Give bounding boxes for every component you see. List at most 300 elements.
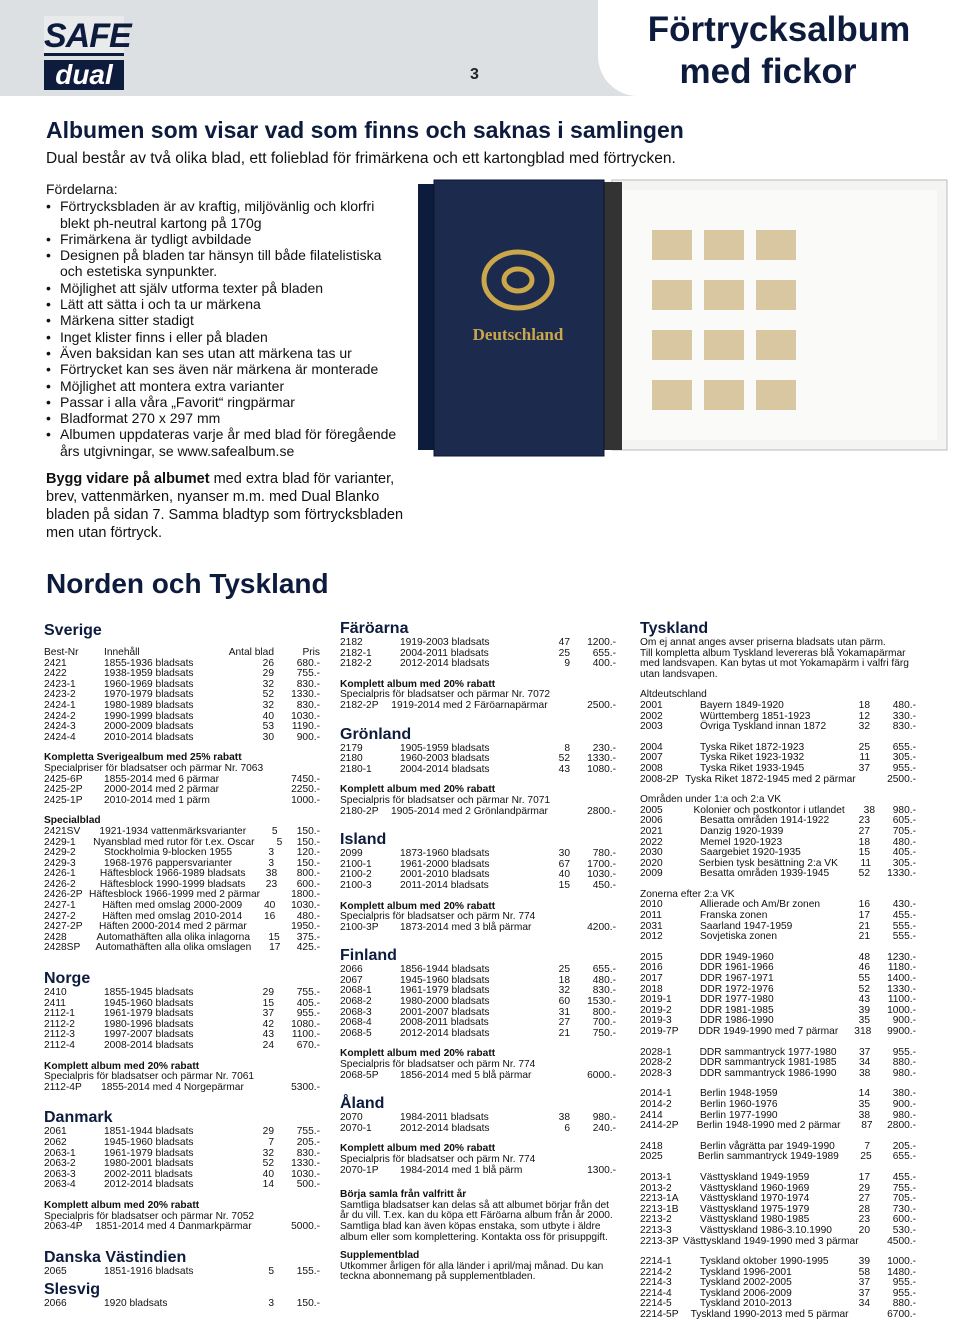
row-code: 2424-4 (44, 731, 76, 743)
row-sheets: 29 (262, 1126, 274, 1138)
row-code: 2429-2 (44, 847, 76, 859)
page-title-line2: med fickor (679, 52, 857, 91)
row-code: 2001 (640, 699, 663, 711)
note-text: Zonerna efter 2:a VK (640, 888, 735, 900)
row-code: 2018 (640, 983, 663, 995)
row-price: 330.- (892, 710, 916, 722)
row-sheets: 11 (860, 857, 872, 869)
row-content: Saarland 1947-1959 (700, 920, 793, 932)
header-content: Innehåll (104, 647, 140, 658)
row-price: 800.- (296, 868, 320, 880)
build-note (46, 470, 406, 542)
row-price: 655.- (892, 1151, 916, 1163)
row-sheets (849, 1310, 878, 1321)
row-sheets: 32 (262, 699, 274, 711)
row-price: 555.- (892, 931, 916, 943)
row-content: Tyska Riket 1933-1945 (700, 762, 805, 774)
row-content: Häftesblock 1966-1999 med 2 pärmar (88, 889, 261, 901)
row-price: 230.- (592, 742, 616, 754)
price-row (44, 1222, 320, 1233)
row-sheets: 3 (268, 847, 274, 859)
row-content: 2004-2014 bladsats (400, 763, 490, 775)
row-code: 2414 (640, 1109, 663, 1121)
note-text: Specialpris för bladsatser och pärmar Nr. 7052 (44, 1210, 255, 1222)
row-code: 2022 (640, 836, 663, 848)
row-content: Berlin sammantryck 1949-1989 (697, 1151, 839, 1163)
sub-heading: Komplett album med 20% rabatt (340, 678, 496, 690)
row-price: 205.- (296, 1136, 320, 1148)
row-content: 1856-2014 med 5 blå pärmar (400, 1069, 532, 1081)
row-code: 2179 (340, 742, 363, 754)
row-price: 705.- (892, 825, 916, 837)
row-code: 2411 (44, 997, 66, 1009)
row-sheets: 5 (276, 836, 283, 848)
row-content: 1980-2001 bladsats (104, 1158, 194, 1170)
row-sheets: 17 (269, 942, 281, 954)
row-price: 1330.- (291, 1158, 320, 1170)
row-code: 2213-1B (640, 1203, 679, 1215)
row-content: 1960-2003 bladsats (400, 753, 490, 765)
row-code: 2019-3 (640, 1015, 672, 1027)
row-content: Tyska Riket 1872-1923 (700, 741, 805, 753)
row-content: 1970-1979 bladsats (104, 689, 194, 701)
feature-item: • Möjlighet att själv utforma texter på bladen (46, 280, 406, 296)
section-heading: Tyskland (640, 620, 709, 637)
row-content: 1920 bladsats (104, 1298, 168, 1310)
row-code: 2423-1 (44, 678, 76, 690)
row-price: 755.- (296, 1126, 320, 1138)
row-code: 2421 (44, 657, 67, 669)
feature-item: • Inget klister finns i eller på bladen (46, 329, 406, 345)
price-row (640, 1310, 916, 1321)
row-code: 2100-1 (340, 858, 372, 870)
row-sheets: 35 (858, 1015, 870, 1027)
row-price: 1950.- (291, 921, 320, 933)
row-price: 830.- (892, 721, 916, 733)
row-sheets: 37 (858, 1277, 870, 1289)
row-sheets: 40 (262, 710, 274, 722)
row-code: 2112-1 (44, 1008, 75, 1020)
row-code: 2424-3 (44, 721, 76, 733)
sub-heading: Komplett album med 20% rabatt (340, 1048, 496, 1060)
row-sheets: 34 (859, 1057, 871, 1069)
row-sheets (536, 923, 570, 934)
row-content: Tyskland 1990-2013 med 5 pärmar (690, 1309, 849, 1321)
row-sheets: 55 (858, 973, 870, 985)
row-sheets: 52 (262, 689, 274, 701)
price-row (340, 659, 616, 670)
row-sheets: 17 (858, 1171, 870, 1183)
row-sheets (240, 775, 274, 786)
title-box (598, 0, 960, 96)
row-sheets (856, 775, 882, 786)
row-sheets: 7 (864, 1140, 870, 1152)
feature-item: • Bladformat 270 x 297 mm (46, 410, 406, 426)
row-code: 2002 (640, 710, 663, 722)
row-sheets: 37 (262, 1008, 274, 1020)
row-content: 1938-1959 bladsats (104, 668, 194, 680)
sub-heading: Kompletta Sverigealbum med 25% rabatt (44, 752, 242, 764)
row-code: 2100-3 (340, 879, 372, 891)
row-sheets: 21 (858, 920, 870, 932)
row-price: 1080.- (587, 763, 616, 775)
row-content: Västtyskland 1949-1990 med 3 pärmar (683, 1235, 859, 1247)
row-sheets: 39 (858, 1256, 870, 1268)
row-content: Tyskland 1996-2001 (700, 1266, 792, 1278)
row-code: 2427-2P (44, 921, 83, 933)
price-row (340, 701, 616, 712)
row-sheets (548, 807, 577, 818)
row-code: 2213-1A (640, 1193, 679, 1205)
sub-heading: Komplett album med 20% rabatt (340, 900, 496, 912)
row-code: 2004 (640, 741, 663, 753)
row-content: 1905-2014 med 2 Grönlandpärmar (391, 805, 548, 817)
row-price: 605.- (892, 815, 916, 827)
row-content: Saargebiet 1920-1935 (700, 847, 801, 859)
row-content: 1968-1976 pappersvarianter (104, 857, 233, 869)
row-content: DDR 1986-1990 (700, 1015, 774, 1027)
row-code: 2070-1P (340, 1164, 379, 1176)
row-code: 2068-3 (340, 1006, 372, 1018)
row-content: 1960-1969 bladsats (104, 678, 194, 690)
row-content: 1984-2011 bladsats (400, 1112, 489, 1124)
note-text: Samtliga bladsatser kan delas så att albumet börjar från det år du vill. T.ex. kan du köpa ett Färöarna album från år 2000. Samtliga blad kan även köpas enstaka, som utbyte i äldre album eller som komplettering. Kontakta oss för prisuppgift. (340, 1199, 613, 1243)
row-content: Automathäften alla olika inlagorna (96, 931, 250, 943)
row-code: 2067 (340, 974, 363, 986)
row-code: 2005 (640, 804, 663, 816)
row-code: 2068-5P (340, 1069, 379, 1081)
spacer (340, 892, 616, 902)
row-content: 1873-2014 med 3 blå pärmar (400, 921, 532, 933)
note-text: Specialpriser för bladsatser och pärmar Nr. 7063 (44, 762, 264, 774)
row-price: 480.- (892, 699, 916, 711)
row-price: 1330.- (887, 868, 916, 880)
row-content: Tyska Riket 1923-1932 (700, 752, 805, 764)
row-code: 2424-2 (44, 710, 76, 722)
row-code: 2015 (640, 951, 663, 963)
row-sheets: 14 (858, 1088, 870, 1100)
sub-heading: Komplett album med 20% rabatt (340, 1143, 496, 1155)
price-row (44, 1138, 320, 1149)
row-code: 2099 (340, 848, 363, 860)
row-content: Allierade och Am/Br zonen (700, 899, 821, 911)
header-code: Best-Nr (44, 647, 79, 658)
feature-item: • Märkena sitter stadigt (46, 312, 406, 328)
row-content: 1945-1960 bladsats (400, 974, 490, 986)
price-row (640, 932, 916, 943)
row-code: 2214-2 (640, 1266, 672, 1278)
price-row (640, 1226, 916, 1237)
features-block (46, 181, 406, 459)
page-title-line1: Förtrycksalbum (647, 10, 911, 49)
row-code: 2423-2 (44, 689, 76, 701)
row-content: Berlin 1977-1990 (700, 1109, 778, 1121)
price-row (340, 765, 616, 776)
row-price: 730.- (892, 1203, 916, 1215)
row-code: 2428 (44, 931, 67, 943)
row-code: 2428SP (44, 942, 81, 954)
row-sheets: 12 (858, 710, 870, 722)
row-content: Tyska Riket 1872-1945 med 2 pärmar (685, 773, 856, 785)
spacer (640, 943, 916, 953)
build-note-bold: Bygg vidare på albumet (46, 471, 210, 487)
row-content: 1980-1989 bladsats (104, 699, 194, 711)
row-content: DDR 1967-1971 (700, 973, 774, 985)
price-row (640, 963, 916, 974)
row-price: 755.- (296, 987, 320, 999)
row-price: 305.- (892, 857, 916, 869)
row-sheets: 27 (858, 825, 870, 837)
row-content: Berlin vågrätta par 1949-1990 (700, 1140, 835, 1152)
row-price: 880.- (892, 1057, 916, 1069)
row-price: 455.- (892, 1171, 916, 1183)
row-price: 670.- (296, 1040, 320, 1051)
row-code: 2421SV (44, 825, 81, 837)
row-content: Häften med omslag 2000-2009 (102, 900, 243, 912)
row-code: 2016 (640, 962, 663, 974)
row-content: 1945-1960 bladsats (104, 997, 194, 1009)
row-sheets: 43 (558, 763, 570, 775)
price-row (640, 900, 916, 911)
row-price: 400.- (592, 658, 616, 670)
row-price: 1030.- (291, 1168, 320, 1180)
note-text: Specialpris för bladsatser och pärmar Nr. 7061 (44, 1071, 255, 1083)
row-content: 1919-2014 med 2 Färöarnapärmar (391, 699, 548, 711)
row-content: DDR 1977-1980 (700, 994, 774, 1006)
note-text: Om ej annat anges avser priserna bladsats utan pärm. (640, 637, 886, 648)
row-code: 2019-2 (640, 1004, 672, 1016)
price-row (640, 701, 916, 712)
row-code: 2007 (640, 752, 663, 764)
row-price: 150.- (296, 825, 320, 837)
row-sheets: 87 (861, 1120, 873, 1132)
row-sheets: 32 (558, 985, 570, 997)
row-sheets: 24 (262, 1040, 274, 1051)
row-sheets: 38 (265, 868, 278, 880)
row-code: 2008 (640, 762, 663, 774)
price-row (340, 1124, 616, 1135)
row-content: Häften 2000-2014 med 2 pärmar (98, 921, 247, 933)
row-sheets (859, 1237, 883, 1248)
row-price: 1330.- (291, 689, 320, 701)
row-content: DDR 1972-1976 (700, 983, 774, 995)
row-code: 2020 (640, 857, 663, 869)
price-row (340, 1029, 616, 1040)
row-content: DDR 1981-1985 (700, 1004, 774, 1016)
row-price: 4200.- (587, 921, 616, 933)
row-price: 150.- (296, 857, 320, 869)
row-code: 2068-1 (340, 985, 372, 997)
row-sheets: 48 (858, 951, 870, 963)
row-code: 2424-1 (44, 699, 76, 711)
row-code: 2425-6P (44, 773, 83, 785)
price-row (340, 638, 616, 649)
main-heading: Albumen som visar vad som finns och saknas i samlingen (46, 117, 684, 143)
price-row (44, 701, 320, 712)
row-content: Württemberg 1851-1923 (700, 710, 811, 722)
row-code: 2180-2P (340, 805, 379, 817)
price-row (640, 953, 916, 964)
table-header (44, 648, 320, 659)
row-content: 1905-1959 bladsats (400, 742, 490, 754)
row-price: 1000.- (887, 1004, 916, 1016)
note-text: Områden under 1:a och 2:a VK (640, 794, 782, 806)
row-price: 955.- (892, 762, 916, 774)
row-code: 2010 (640, 899, 663, 911)
row-price: 750.- (592, 1027, 616, 1039)
row-content: 1961-1979 bladsats (104, 1147, 194, 1159)
note-text: Altdeutschland (640, 689, 707, 701)
price-row (44, 827, 320, 838)
row-content: 1851-2014 med 4 Danmarkpärmar (95, 1221, 252, 1233)
row-content: 1856-1944 bladsats (400, 964, 490, 976)
row-code: 2063-4 (44, 1179, 76, 1191)
row-content: Sovjetiska zonen (700, 931, 778, 943)
price-row (44, 1041, 320, 1052)
row-price: 900.- (892, 1098, 916, 1110)
price-row (44, 796, 320, 807)
row-price: 555.- (892, 920, 916, 932)
row-price: 450.- (592, 879, 616, 891)
album-photo (412, 170, 960, 460)
row-code: 2013-1 (640, 1171, 672, 1183)
row-content: DDR sammantryck 1986-1990 (699, 1067, 837, 1079)
spacer (640, 1079, 916, 1089)
row-code: 2019-1 (640, 994, 672, 1006)
row-sheets: 21 (558, 1027, 570, 1039)
row-code: 2427-2 (44, 910, 76, 922)
row-sheets: 53 (262, 721, 274, 733)
row-code: 2214-1 (640, 1256, 672, 1268)
row-sheets: 23 (858, 815, 870, 827)
row-sheets (240, 796, 274, 807)
section-heading: Danska Västindien (44, 1248, 187, 1266)
row-price: 1330.- (887, 983, 916, 995)
row-price: 305.- (892, 752, 916, 764)
row-content: 1980-1996 bladsats (104, 1018, 194, 1030)
row-price: 425.- (296, 942, 320, 954)
row-price: 455.- (892, 910, 916, 922)
row-price: 955.- (892, 1287, 916, 1299)
row-code: 2012 (640, 931, 663, 943)
row-price: 1180.- (887, 962, 916, 974)
row-sheets: 15 (268, 931, 280, 943)
row-code: 2214-5P (640, 1309, 679, 1321)
row-content: DDR 1949-1990 med 7 pärmar (698, 1026, 839, 1037)
page-number: 3 (470, 66, 479, 83)
price-row (640, 974, 916, 985)
safe-dual-logo (44, 16, 131, 92)
row-content: Besatta områden 1914-1922 (700, 815, 830, 827)
row-code: 2182-2 (340, 658, 372, 670)
feature-item: • Frimärkena är tydligt avbildade (46, 231, 406, 247)
row-code: 2410 (44, 987, 67, 999)
price-row (640, 1069, 916, 1080)
row-price: 980.- (892, 1067, 916, 1079)
row-sheets: 3 (268, 857, 274, 869)
row-sheets: 20 (858, 1224, 870, 1236)
row-content: Berlin 1948-1990 med 2 pärmar (696, 1120, 841, 1132)
row-price: 1030.- (291, 900, 320, 912)
row-sheets: 6 (564, 1122, 570, 1134)
row-price: 980.- (892, 804, 916, 816)
row-code: 2063-1 (44, 1147, 76, 1159)
row-content: 2012-2014 bladsats (400, 1122, 490, 1134)
row-sheets: 38 (863, 804, 875, 816)
row-code: 2062 (44, 1136, 67, 1148)
row-price: 1100.- (291, 1029, 320, 1041)
row-code: 2214-4 (640, 1287, 672, 1299)
row-code: 2066 (340, 964, 363, 976)
feature-item: • Även baksidan kan ses utan att märkena tas ur (46, 345, 406, 361)
row-content: Stockholmia 9-blocken 1955 (104, 847, 232, 859)
row-sheets: 46 (858, 962, 870, 974)
row-price: 1700.- (587, 858, 616, 870)
row-content: 2010-2014 bladsats (104, 731, 194, 743)
row-price: 480.- (592, 974, 616, 986)
price-row (640, 869, 916, 880)
row-content: 1961-2000 bladsats (400, 858, 490, 870)
section-heading: Färöarna (340, 620, 409, 637)
row-content: Tyskland 2010-2013 (700, 1298, 792, 1310)
row-sheets: 52 (262, 1158, 274, 1170)
row-content: Besatta områden 1939-1945 (700, 868, 830, 880)
intro-text: Dual består av två olika blad, ett folieblad för frimärkena och ett kartongblad med förtrycken. (46, 150, 676, 167)
row-content: Franska zonen (700, 910, 768, 922)
row-price: 600.- (892, 1214, 916, 1226)
row-content: 2012-2014 bladsats (400, 1027, 490, 1039)
row-content: 1921-1934 vattenmärksvarianter (99, 825, 247, 837)
row-code: 2426-2P (44, 889, 83, 901)
row-price: 2250.- (291, 784, 320, 796)
price-row (640, 1121, 916, 1132)
row-code: 2063-4P (44, 1221, 83, 1233)
price-row (640, 764, 916, 775)
feature-item: • Lätt att sätta i och ta ur märkena (46, 296, 406, 312)
row-price: 1400.- (887, 973, 916, 985)
price-row (44, 1267, 320, 1278)
row-price: 830.- (296, 678, 320, 690)
row-code: 2182 (340, 637, 363, 648)
row-content: Berlin 1948-1959 (700, 1088, 778, 1100)
row-sheets: 47 (558, 637, 570, 648)
row-sheets: 28 (858, 1203, 870, 1215)
row-sheets: 23 (858, 1214, 870, 1226)
section-heading: Norge (44, 970, 91, 988)
row-sheets (252, 1222, 281, 1233)
feature-item: • Albumen uppdateras varje år med blad för föregående års utgivningar, se www.safealbum.se (46, 426, 406, 459)
row-content: 2012-2014 bladsats (400, 658, 490, 670)
row-price: 1030.- (587, 869, 616, 881)
row-code: 2112-3 (44, 1029, 75, 1041)
price-row (340, 881, 616, 892)
row-content: Berlin 1960-1976 (700, 1098, 778, 1110)
row-code: 2213-3 (640, 1224, 672, 1236)
row-price: 955.- (892, 1046, 916, 1058)
row-code: 2418 (640, 1140, 663, 1152)
row-content: 2011-2014 bladsats (400, 879, 489, 891)
row-sheets (244, 1083, 276, 1094)
row-sheets: 38 (858, 1109, 870, 1121)
row-content: 1855-1936 bladsats (104, 657, 194, 669)
row-sheets: 37 (859, 1046, 871, 1058)
row-price: 240.- (592, 1122, 616, 1134)
row-price: 1330.- (587, 753, 616, 765)
row-price: 7450.- (291, 773, 320, 785)
note-text: Specialpris för bladsatser och pärmar Nr. 7071 (340, 794, 551, 806)
row-price: 655.- (592, 964, 616, 976)
row-price: 830.- (592, 985, 616, 997)
